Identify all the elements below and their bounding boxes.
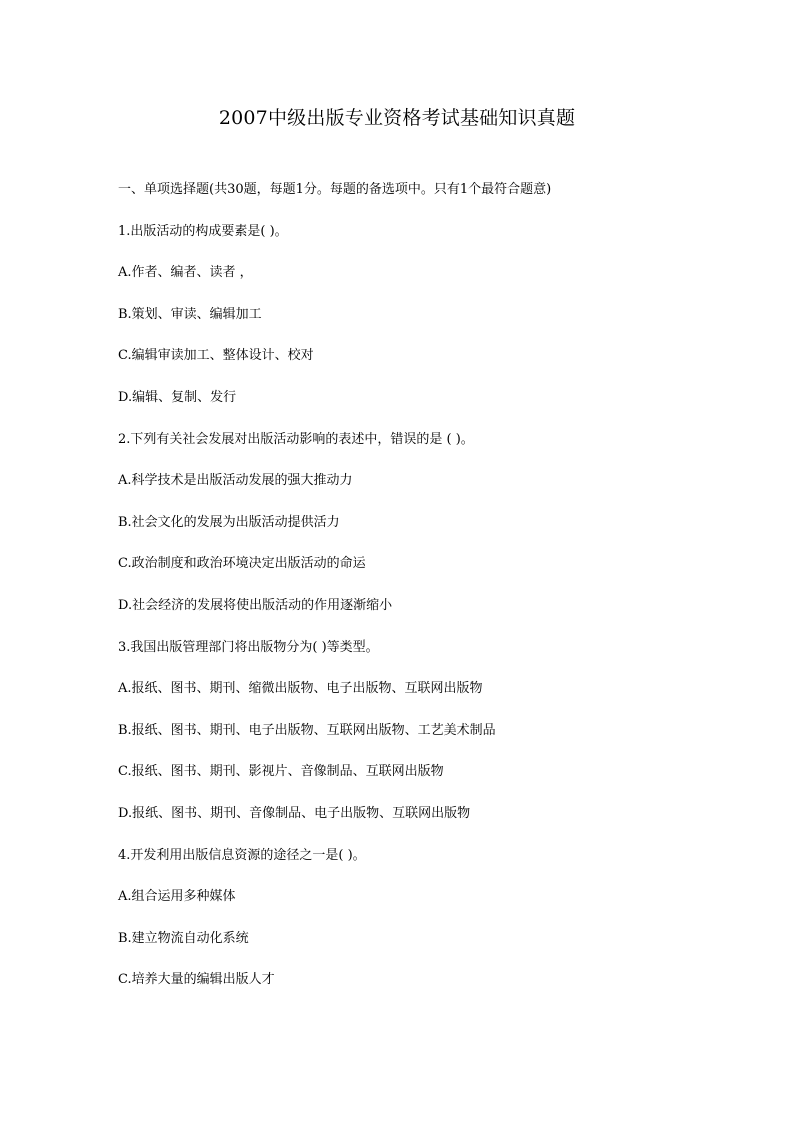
question-1-option-c: C.编辑审读加工、整体设计、校对: [118, 348, 314, 364]
question-1-option-b: B.策划、审读、编辑加工: [118, 306, 262, 322]
question-2-option-b: B.社会文化的发展为出版活动提供活力: [118, 514, 340, 530]
document-body: [118, 180, 738, 1012]
question-4: 4.开发利用出版信息资源的途径之一是( )。: [118, 847, 366, 863]
question-3-option-b: B.报纸、图书、期刊、电子出版物、互联网出版物、工艺美术制品: [118, 722, 496, 738]
question-2-option-c: C.政治制度和政治环境决定出版活动的命运: [118, 556, 366, 572]
question-2-option-d: D.社会经济的发展将使出版活动的作用逐渐缩小: [118, 597, 393, 613]
question-1-option-d: D.编辑、复制、发行: [118, 389, 237, 405]
question-3-option-d: D.报纸、图书、期刊、音像制品、电子出版物、互联网出版物: [118, 805, 471, 821]
question-4-option-b: B.建立物流自动化系统: [118, 930, 249, 946]
question-4-option-c: C.培养大量的编辑出版人才: [118, 972, 275, 988]
question-1-option-a: A.作者、编者、读者 ，: [118, 265, 253, 281]
section-heading: 一、单项选择题(共30题，每题1分。每题的备选项中。只有1个最符合题意): [118, 182, 552, 197]
question-4-option-a: A.组合运用多种媒体: [118, 889, 236, 905]
document-title: 2007中级出版专业资格考试基础知识真题: [218, 107, 576, 129]
question-3-option-a: A.报纸、图书、期刊、缩微出版物、电子出版物、互联网出版物: [118, 681, 483, 697]
question-2-option-a: A.科学技术是出版活动发展的强大推动力: [118, 473, 353, 489]
question-3-option-c: C.报纸、图书、期刊、影视片、音像制品、互联网出版物: [118, 764, 444, 780]
question-1: 1.出版活动的构成要素是( )。: [118, 223, 288, 239]
question-2: 2.下列有关社会发展对出版活动影响的表述中，错误的是 ( )。: [118, 431, 474, 447]
question-3: 3.我国出版管理部门将出版物分为( )等类型。: [118, 639, 379, 655]
